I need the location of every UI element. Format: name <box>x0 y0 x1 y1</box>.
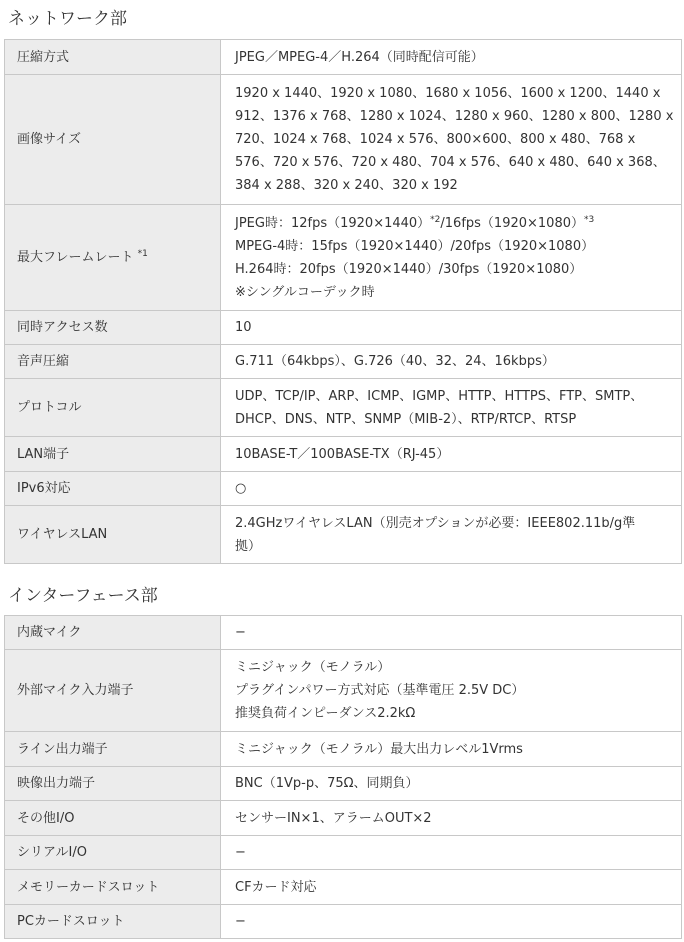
row-label: 外部マイク入力端子 <box>5 650 221 732</box>
table-row <box>5 40 682 75</box>
value-line: JPEG／MPEG-4／H.264（同時配信可能） <box>235 49 484 65</box>
value-line: MPEG-4時：15fps（1920×1440）/20fps（1920×1080） <box>235 238 595 254</box>
footnote-marker: *1 <box>137 249 148 259</box>
row-label: 圧縮方式 <box>5 40 221 75</box>
value-line: プラグインパワー方式対応（基準電圧 2.5V DC） <box>235 683 525 698</box>
value-line: 推奨負荷インピーダンス2.2kΩ <box>235 706 416 721</box>
value-line: H.264時：20fps（1920×1440）/30fps（1920×1080） <box>235 261 583 277</box>
table-row <box>5 75 682 205</box>
network-section-title: ネットワーク部 <box>8 9 127 29</box>
row-label: その他I/O <box>5 801 221 836</box>
row-label: メモリーカードスロット <box>5 870 221 905</box>
row-value <box>221 345 682 379</box>
value-line: BNC（1Vp-p、75Ω、同期負） <box>235 776 419 791</box>
row-value <box>221 472 682 506</box>
row-value <box>221 40 682 75</box>
row-label <box>5 205 221 311</box>
interface-spec-table <box>4 615 682 939</box>
table-row <box>5 650 682 732</box>
row-label: 映像出力端子 <box>5 767 221 801</box>
row-value <box>221 506 682 564</box>
table-row <box>5 836 682 870</box>
value-line: G.711（64kbps）、G.726（40、32、24、16kbps） <box>235 354 555 369</box>
value-line: ○ <box>235 481 247 496</box>
footnote-marker: *3 <box>584 214 595 225</box>
table-row <box>5 437 682 472</box>
row-label: 同時アクセス数 <box>5 311 221 345</box>
row-label: プロトコル <box>5 379 221 437</box>
table-row <box>5 345 682 379</box>
value-line: 912、1376 x 768、1280 x 1024、1280 x 960、1280 x 800、1280 x <box>235 109 674 124</box>
row-label: IPv6対応 <box>5 472 221 506</box>
table-row <box>5 905 682 939</box>
network-spec-table <box>4 39 682 564</box>
value-line: 10 <box>235 320 252 335</box>
row-label: PCカードスロット <box>5 905 221 939</box>
jpeg-rate-b: /16fps（1920×1080） <box>440 215 584 231</box>
value-line: ミニジャック（モノラル）最大出力レベル1Vrms <box>235 741 523 757</box>
value-line: 拠） <box>235 538 262 554</box>
value-line: 384 x 288、320 x 240、320 x 192 <box>235 178 458 193</box>
value-line: DHCP、DNS、NTP、SNMP（MIB-2）、RTP/RTCP、RTSP <box>235 411 577 427</box>
value-line: 2.4GHzワイヤレスLAN（別売オプションが必要：IEEE802.11b/g準 <box>235 515 636 531</box>
row-label: 内蔵マイク <box>5 616 221 650</box>
value-line: 1920 x 1440、1920 x 1080、1680 x 1056、1600 x 1200、1440 x <box>235 86 661 101</box>
jpeg-rate-a: JPEG時：12fps（1920×1440） <box>235 215 431 231</box>
table-row <box>5 379 682 437</box>
row-label: シリアルI/O <box>5 836 221 870</box>
value-line: ※シングルコーデック時 <box>235 284 375 300</box>
footnote-marker: *2 <box>430 214 441 225</box>
table-row <box>5 732 682 767</box>
value-line: 10BASE-T／100BASE-TX（RJ-45） <box>235 446 450 462</box>
table-row <box>5 801 682 836</box>
row-value <box>221 437 682 472</box>
value-line: CFカード対応 <box>235 879 317 895</box>
row-value <box>221 836 682 870</box>
row-label: ワイヤレスLAN <box>5 506 221 564</box>
row-value <box>221 650 682 732</box>
table-row <box>5 506 682 564</box>
row-label: 音声圧縮 <box>5 345 221 379</box>
table-row <box>5 205 682 311</box>
value-line: センサーIN×1、アラームOUT×2 <box>235 810 432 826</box>
table-row <box>5 472 682 506</box>
framerate-label-text: 最大フレームレート <box>17 250 134 265</box>
row-value <box>221 732 682 767</box>
row-label: LAN端子 <box>5 437 221 472</box>
table-row <box>5 616 682 650</box>
table-row <box>5 870 682 905</box>
row-value <box>221 767 682 801</box>
row-value <box>221 311 682 345</box>
row-value <box>221 616 682 650</box>
value-line: − <box>235 625 246 640</box>
interface-section-title: インターフェース部 <box>8 586 158 606</box>
value-line <box>235 212 673 235</box>
row-value <box>221 801 682 836</box>
row-label: ライン出力端子 <box>5 732 221 767</box>
value-line: 576、720 x 576、720 x 480、704 x 576、640 x 480、640 x 368、 <box>235 155 666 170</box>
row-value <box>221 379 682 437</box>
row-value <box>221 905 682 939</box>
value-line: − <box>235 914 246 929</box>
value-line: UDP、TCP/IP、ARP、ICMP、IGMP、HTTP、HTTPS、FTP、SMTP、 <box>235 388 644 404</box>
value-line: − <box>235 845 246 860</box>
row-value <box>221 205 682 311</box>
table-row <box>5 311 682 345</box>
table-row <box>5 767 682 801</box>
value-line: ミニジャック（モノラル） <box>235 660 391 675</box>
row-value <box>221 75 682 205</box>
value-line: 720、1024 x 768、1024 x 576、800×600、800 x 480、768 x <box>235 132 636 147</box>
row-label: 画像サイズ <box>5 75 221 205</box>
row-value <box>221 870 682 905</box>
